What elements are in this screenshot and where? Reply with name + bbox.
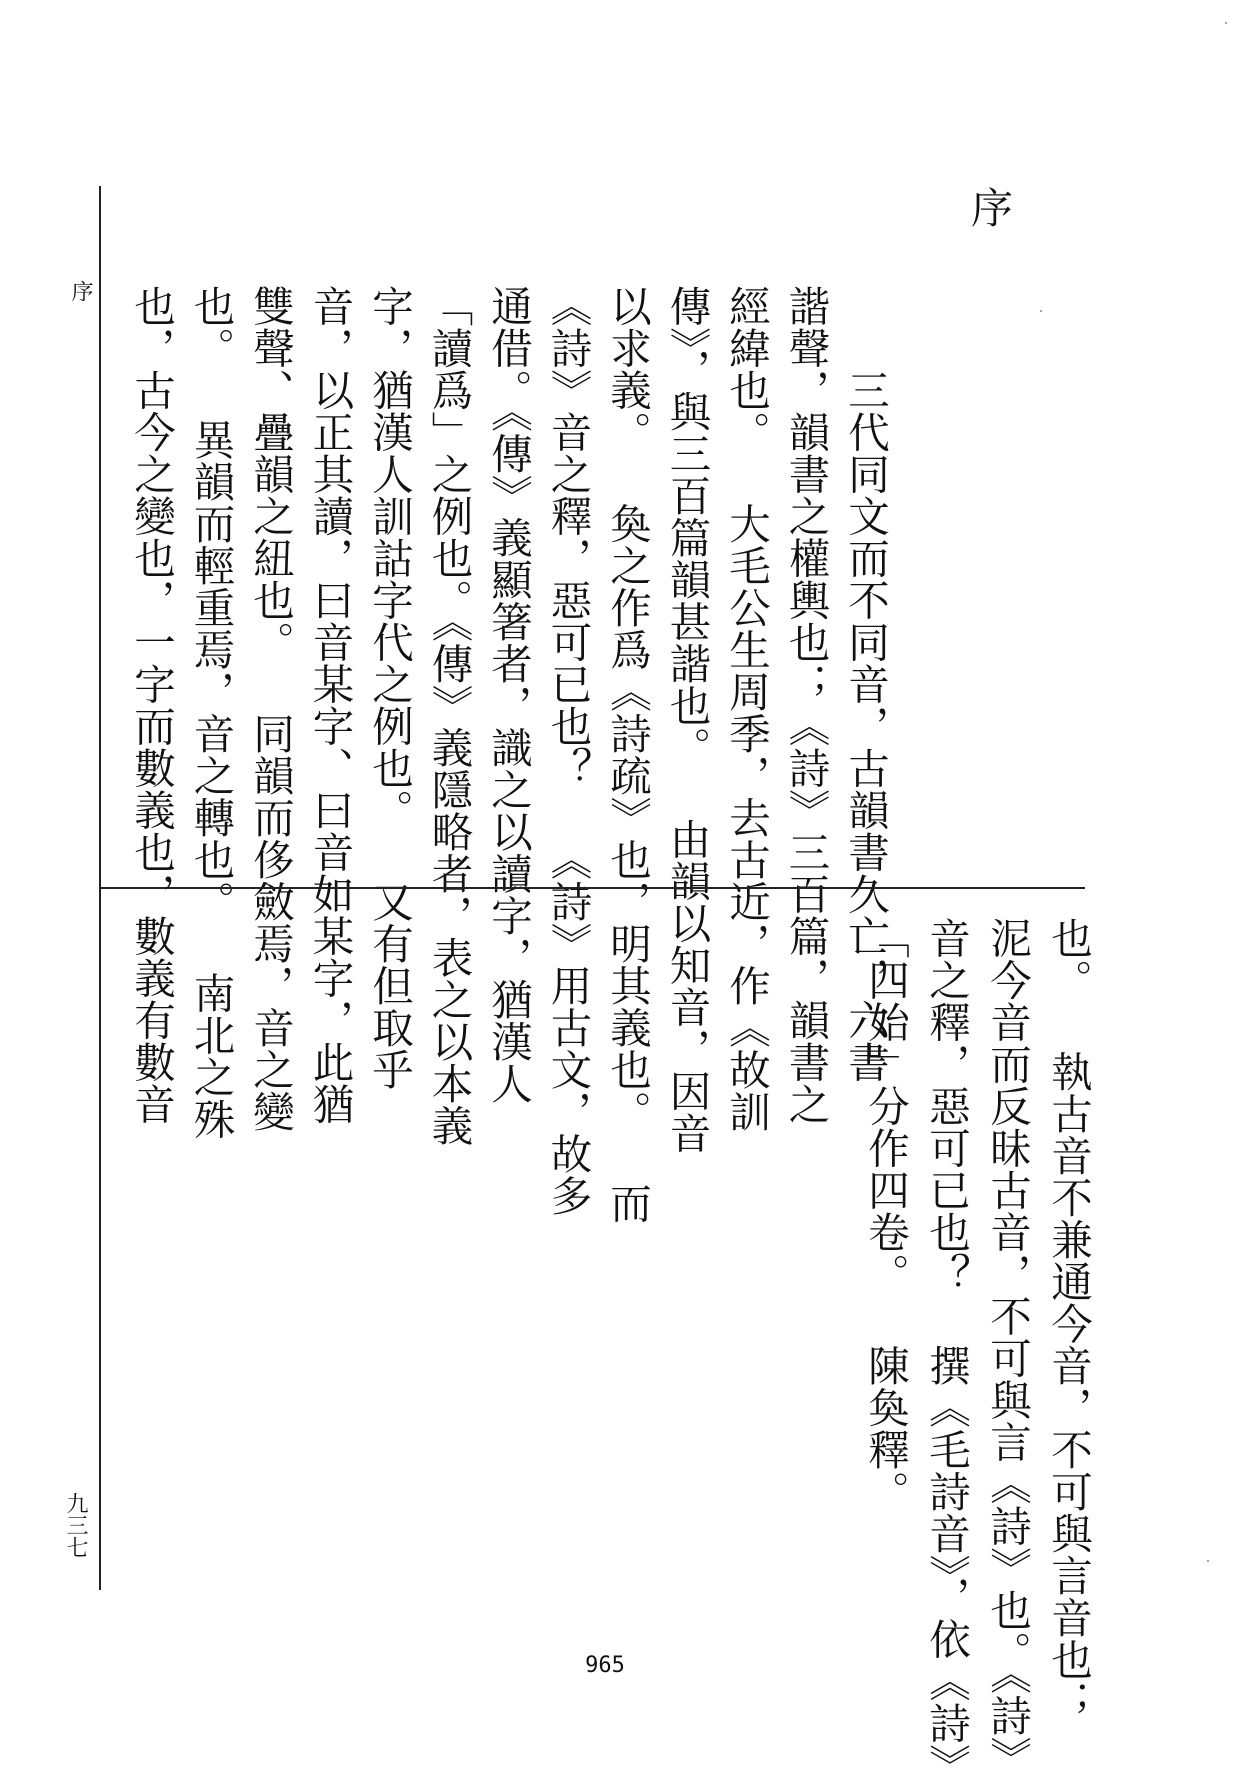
vertical-margin-rule [99, 186, 101, 1590]
text-column: 通借。《傳》義顯箸者，識之以讀字，猶漢人 [484, 285, 533, 1105]
text-column: 字，猶漢人訓詁字代之例也。 又有但取乎 [365, 285, 414, 1091]
text-column: 經緯也。 大毛公生周季，去古近，作《故訓 [722, 285, 771, 1133]
text-column: 三代同文而不同音，古韻書久亡，六書 [841, 369, 890, 1083]
side-page-number: 九三七 [63, 1492, 88, 1558]
text-column: 音，以正其讀，曰音某字、曰音如某字，此猶 [305, 285, 355, 1125]
preface-lower-text [854, 917, 1099, 1786]
text-column: 《詩》音之釋，惡可已也？ 《詩》用古文，故多 [543, 285, 593, 1217]
text-column: 也。 執古音不兼通今音，不可與言音也； [1044, 917, 1093, 1723]
scan-speck [1225, 22, 1227, 24]
text-column: 雙聲、疊韻之紐也。 同韻而侈斂焉，音之變 [246, 285, 295, 1133]
preface-upper-text [127, 285, 895, 1224]
text-column: 泥今音而反昧古音，不可與言《詩》也。《詩》 [983, 917, 1032, 1779]
text-column: 傳》，與三百篇韻甚諧也。 由韻以知音，因音 [662, 285, 712, 1154]
scan-speck [1207, 1560, 1209, 1562]
text-column: 以求義。 奐之作爲《詩疏》也，明其義也。 而 [603, 285, 652, 1224]
text-column: 諧聲，韻書之權輿也；《詩》三百篇，韻書之 [781, 285, 831, 1125]
text-column: 「四始」分作四卷。 陳奐釋。 [861, 917, 910, 1513]
text-column: 音之釋，惡可已也？ 撰《毛詩音》，依《詩》 [922, 917, 971, 1786]
scan-speck [1040, 310, 1042, 312]
text-column: 也，古今之變也，一字而數義也，數義有數音 [127, 285, 176, 1125]
horizontal-rule [100, 887, 1085, 889]
text-column: 也。 異韻而輕重焉，音之轉也。 南北之殊 [186, 285, 236, 1140]
page-number: 965 [585, 1653, 625, 1678]
text-column: 「讀爲」之例也。《傳》義隱略者，表之以本義 [424, 285, 474, 1147]
running-head: 序 [68, 280, 93, 302]
page-title: 序 [965, 186, 1014, 228]
